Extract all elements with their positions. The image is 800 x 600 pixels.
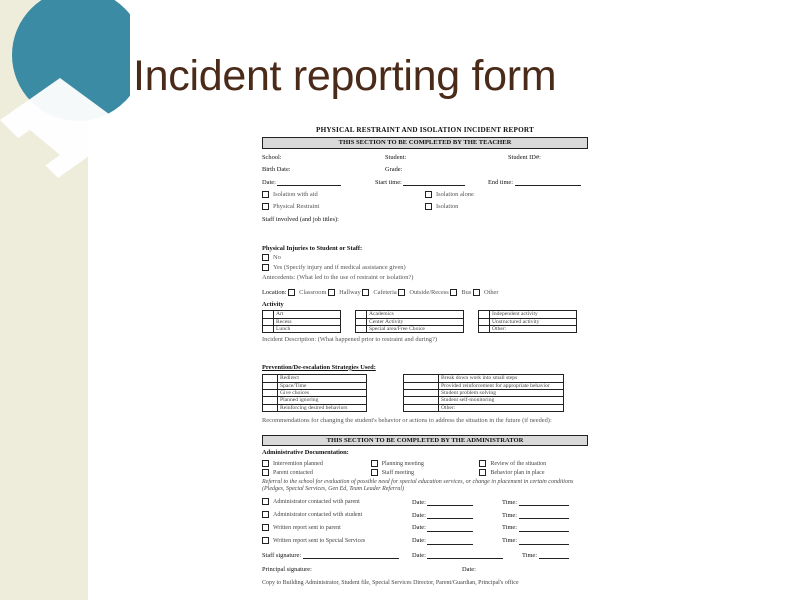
table-cell: Art xyxy=(274,311,341,318)
time-line xyxy=(539,552,569,559)
location-label: Location: xyxy=(262,289,287,297)
admin-check-row-1 xyxy=(262,460,588,468)
doc-line xyxy=(262,537,588,545)
principal-signature-label: Principal signature: xyxy=(262,566,312,574)
future-plans-label: Recommendations for changing the student's behavior or actions to address the situation in the future (if needed): xyxy=(262,417,552,425)
doc-line-label: Administrator contacted with student xyxy=(273,512,363,519)
checkbox xyxy=(362,289,369,296)
table-cell: Student problem solving xyxy=(439,390,564,397)
time-label: Time: xyxy=(502,498,518,506)
date-label: Date: xyxy=(412,524,426,532)
table-cell: Academics xyxy=(367,311,464,318)
admin-note: Referral to the school for evaluation of possible need for special education services, or change in placement in certain conditions (Pledges, Special Services, Gen Ed, Team Leader Referral) xyxy=(262,479,574,493)
doc-line xyxy=(262,524,588,532)
location-option: Cafeteria xyxy=(373,289,397,297)
time-line xyxy=(519,499,569,506)
distribution-footer: Copy to Building Administrator, Student file, Special Services Director, Parent/Guardian, Principal's office xyxy=(262,580,519,587)
date-label: Date: xyxy=(412,511,426,519)
school-row xyxy=(262,154,588,161)
start-time-label: Start time: xyxy=(375,178,402,186)
incident-form-image xyxy=(262,126,588,587)
table-cell: Reinforcing desired behaviors xyxy=(278,404,367,411)
checkbox xyxy=(262,203,269,210)
date-label: Date: xyxy=(262,178,276,186)
doc-line xyxy=(262,511,588,519)
principal-signature-row xyxy=(262,566,588,573)
staff-involved: Staff involved (and job titles): xyxy=(262,215,339,223)
date-label: Date: xyxy=(412,498,426,506)
prevention-table-1 xyxy=(262,374,367,412)
table-cell: Other: xyxy=(490,326,577,333)
student-id-label: Student ID#: xyxy=(508,153,541,161)
prevention-table-2 xyxy=(403,374,564,412)
activity-table-2 xyxy=(355,310,464,333)
slide-decoration xyxy=(0,0,130,600)
date-label: Date: xyxy=(462,566,476,574)
checkbox xyxy=(262,460,269,467)
time-row xyxy=(262,179,588,186)
injury-none: No xyxy=(273,254,281,262)
admin-doc-heading: Administrative Documentation: xyxy=(262,449,349,457)
activity-table-1 xyxy=(262,310,341,333)
check-label: Isolation with aid xyxy=(273,190,318,198)
checkbox xyxy=(425,203,432,210)
checkbox xyxy=(262,524,269,531)
date-line xyxy=(277,179,341,186)
table-cell: Redirect xyxy=(278,375,367,382)
location-option: Bus xyxy=(461,289,472,297)
time-label: Time: xyxy=(502,537,518,545)
check-label: Physical Restraint xyxy=(273,203,320,211)
checkbox xyxy=(262,264,269,271)
table-cell: Planned ignoring xyxy=(278,397,367,404)
table-cell: Provided reinforcement for appropriate behavior xyxy=(439,382,564,389)
checkbox xyxy=(262,254,269,261)
check-label: Behavior plan in place xyxy=(490,470,545,477)
injury-yes: Yes (Specify injury and if medical assistance given) xyxy=(273,263,406,271)
table-cell: Student self-monitoring xyxy=(439,397,564,404)
checkbox xyxy=(262,498,269,505)
time-label: Time: xyxy=(502,524,518,532)
form-title: PHYSICAL RESTRAINT AND ISOLATION INCIDENT REPORT xyxy=(315,126,535,134)
doc-line-label: Written report sent to parent xyxy=(273,524,341,531)
admin-check-row-2 xyxy=(262,469,588,477)
check-label: Review of the situation xyxy=(490,460,547,467)
staff-signature-row xyxy=(262,552,588,559)
location-option: Outside/Recess xyxy=(409,289,449,297)
check-label: Isolation xyxy=(436,203,459,211)
birth-row xyxy=(262,166,588,173)
time-label: Time: xyxy=(522,551,538,559)
doc-line-label: Administrator contacted with parent xyxy=(273,499,360,506)
time-label: Time: xyxy=(502,511,518,519)
table-cell: Lunch xyxy=(274,326,341,333)
location-row xyxy=(262,289,588,296)
school-label: School: xyxy=(262,153,282,161)
end-time-line xyxy=(515,179,581,186)
staff-signature-label: Staff signature: xyxy=(262,551,302,559)
table-cell: Center Activity xyxy=(367,318,464,325)
table-cell: Unstructured activity xyxy=(490,318,577,325)
incident-description-label: Incident Description: (What happened prior to restraint and during?) xyxy=(262,336,437,344)
prevention-heading: Prevention/De-escalation Strategies Used: xyxy=(262,363,376,371)
end-time-label: End time: xyxy=(488,178,514,186)
activity-heading: Activity xyxy=(262,300,284,308)
location-option: Hallway xyxy=(339,289,361,297)
checkbox xyxy=(262,469,269,476)
check-label: Parent contacted xyxy=(273,470,313,477)
check-label: Isolation alone xyxy=(436,190,474,198)
check-label: Planning meeting xyxy=(381,460,424,467)
checkbox xyxy=(479,460,486,467)
date-line xyxy=(427,552,503,559)
teacher-section-bar: THIS SECTION TO BE COMPLETED BY THE TEACHER xyxy=(262,137,588,149)
date-label: Date: xyxy=(412,551,426,559)
checkbox xyxy=(371,469,378,476)
slide-title: Incident reporting form xyxy=(133,52,557,100)
time-line xyxy=(519,512,569,519)
checkbox xyxy=(328,289,335,296)
checkbox xyxy=(473,289,480,296)
table-cell: Space/Time xyxy=(278,382,367,389)
restraint-type-row-1 xyxy=(262,191,588,198)
activity-grid xyxy=(262,310,588,333)
check-label: Intervention planned xyxy=(273,460,323,467)
date-line xyxy=(427,525,473,532)
table-cell: Independent activity xyxy=(490,311,577,318)
table-cell: Give choices xyxy=(278,390,367,397)
checkbox xyxy=(479,469,486,476)
start-time-line xyxy=(403,179,465,186)
date-line xyxy=(427,512,473,519)
table-cell: Break down work into small steps xyxy=(439,375,564,382)
checkbox xyxy=(371,460,378,467)
prevention-grid xyxy=(262,374,588,412)
checkbox xyxy=(262,537,269,544)
injuries-heading: Physical Injuries to Student or Staff: xyxy=(262,245,363,253)
location-option: Other xyxy=(483,289,499,297)
checkbox xyxy=(262,191,269,198)
checkbox xyxy=(398,289,405,296)
date-line xyxy=(427,538,473,545)
checkbox xyxy=(262,511,269,518)
checkbox xyxy=(425,191,432,198)
admin-section-bar: THIS SECTION TO BE COMPLETED BY THE ADMINISTRATOR xyxy=(262,435,588,447)
doc-line-label: Written report sent to Special Services xyxy=(273,537,366,544)
student-label: Student: xyxy=(385,153,407,161)
time-line xyxy=(519,525,569,532)
table-cell: Special area/Free Choice xyxy=(367,326,464,333)
antecedents-label: Antecedents: (What led to the use of restraint or isolation?) xyxy=(262,274,414,282)
restraint-type-row-2 xyxy=(262,203,588,210)
doc-line xyxy=(262,498,588,506)
checkbox xyxy=(450,289,457,296)
time-line xyxy=(519,538,569,545)
date-label: Date: xyxy=(412,537,426,545)
activity-table-3 xyxy=(478,310,577,333)
table-cell: Recess xyxy=(274,318,341,325)
check-label: Staff meeting xyxy=(381,470,415,477)
signature-line xyxy=(303,552,399,559)
birth-date-label: Birth Date: xyxy=(262,166,291,174)
grade-label: Grade: xyxy=(385,166,403,174)
checkbox xyxy=(288,289,295,296)
date-line xyxy=(427,499,473,506)
table-cell: Other: xyxy=(439,404,564,411)
location-option: Classroom xyxy=(299,289,327,297)
